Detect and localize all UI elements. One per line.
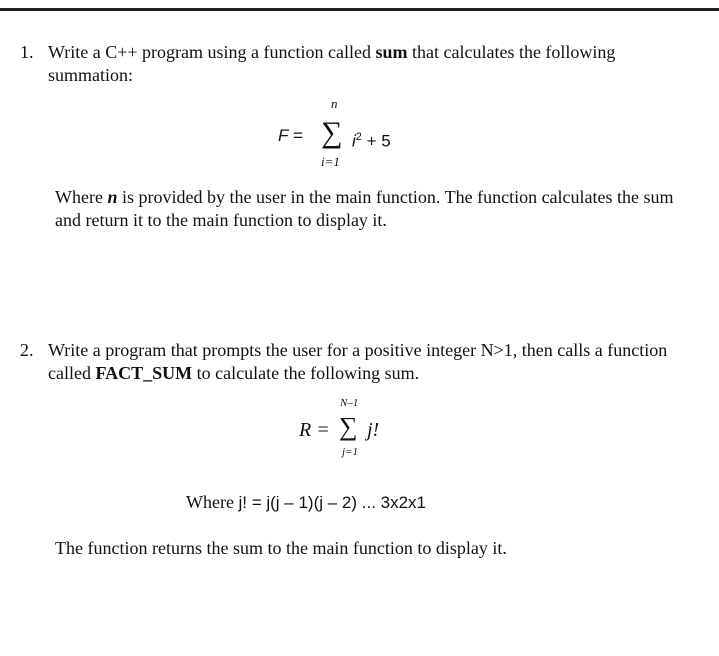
q1-formula-term bbox=[352, 126, 391, 153]
q1-line1 bbox=[48, 41, 615, 64]
q1-formula-var: i bbox=[352, 131, 356, 151]
q1-formula-sigma: ∑ bbox=[321, 116, 343, 149]
q2-line2 bbox=[48, 362, 419, 385]
q2-bold-fact-sum: FACT_SUM bbox=[95, 363, 193, 383]
top-rule bbox=[0, 8, 719, 11]
q2-formula-sigma: ∑ bbox=[339, 412, 358, 441]
q1-para-var: n bbox=[107, 187, 118, 207]
q2-line1: Write a program that prompts the user for a positive integer N>1, then calls a function bbox=[48, 340, 668, 360]
q1-formula-lower: i=1 bbox=[321, 154, 340, 169]
q2-formula-lower: j=1 bbox=[342, 446, 358, 458]
q2-formula-lhs: R = bbox=[299, 419, 330, 441]
q1-formula-exp: 2 bbox=[355, 131, 362, 143]
q2-number: 2. bbox=[20, 340, 34, 360]
q2-formula-term: j! bbox=[367, 419, 380, 441]
q2-where bbox=[186, 491, 426, 514]
q1-para-line2: and return it to the main function to display it. bbox=[55, 210, 387, 230]
q1-line1-b: that calculates the following bbox=[407, 42, 616, 62]
q1-bold-sum: sum bbox=[375, 42, 408, 62]
q2-where-label: Where bbox=[186, 492, 239, 512]
q1-formula-upper: n bbox=[331, 96, 338, 111]
q1-line2: summation: bbox=[48, 65, 133, 85]
q2-formula-upper: N–1 bbox=[340, 397, 359, 409]
q1-formula bbox=[0, 90, 719, 175]
q2-line2-b: to calculate the following sum. bbox=[192, 363, 420, 383]
q1-formula-rest: + 5 bbox=[366, 131, 391, 151]
q1-para bbox=[55, 186, 674, 209]
q1-para-a: Where bbox=[55, 187, 108, 207]
q1-formula-lhs: F = bbox=[278, 126, 303, 145]
q2-where-expr: j! = j(j – 1)(j – 2) ... 3x2x1 bbox=[238, 493, 427, 512]
q2-line2-a: called bbox=[48, 363, 96, 383]
q1-para-b: is provided by the user in the main function. The function calculates the sum bbox=[117, 187, 674, 207]
q1-line1-a: Write a C++ program using a function called bbox=[48, 42, 376, 62]
q1-number: 1. bbox=[20, 42, 34, 62]
q2-final: The function returns the sum to the main function to display it. bbox=[55, 538, 507, 558]
q2-formula bbox=[0, 395, 719, 465]
